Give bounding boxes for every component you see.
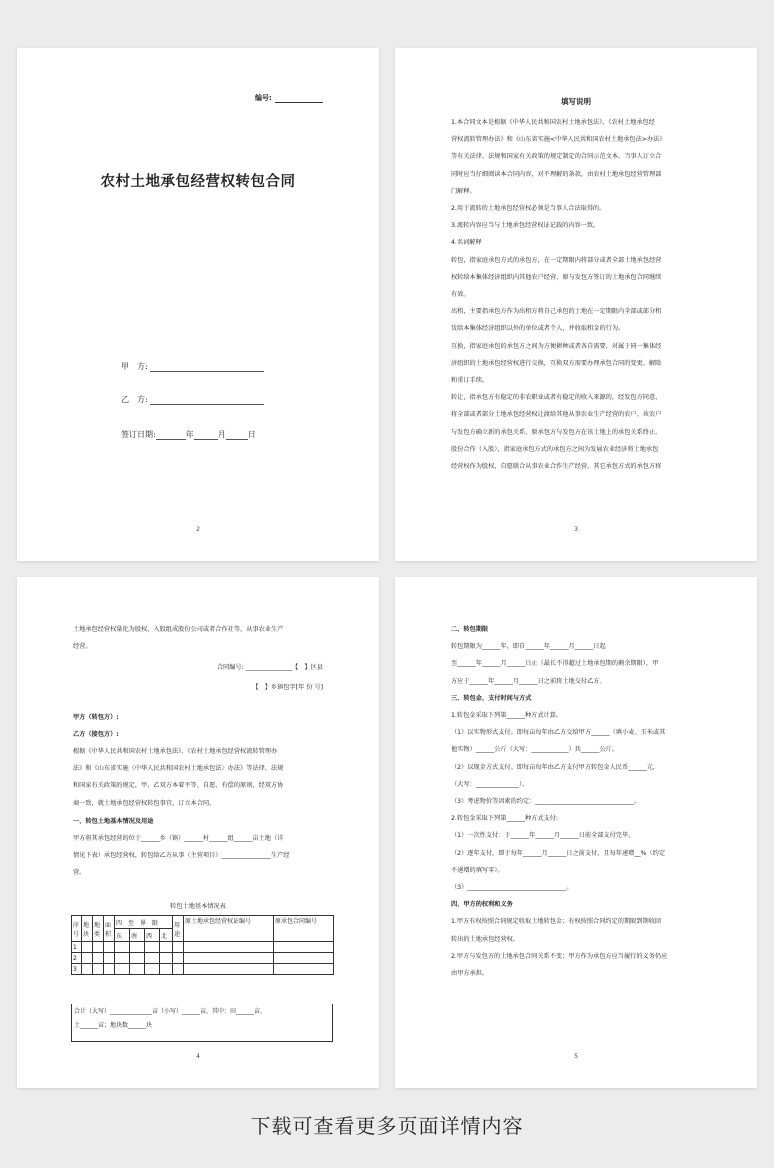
text-line: 出租，主要指承包方作为出租方将自己承包的土地在一定期限内全部或部分租 <box>451 308 662 316</box>
total-line-1: 合计（大写）______________亩（小写）______亩，其中：田______亩， <box>74 1008 267 1015</box>
party-a-line: 甲方（转包方）: <box>73 714 119 721</box>
text-line: （3）考虑物价等因素的约定：________________________________。 <box>451 798 641 806</box>
col-south: 南 <box>130 929 145 942</box>
page-number: 5 <box>574 1053 578 1060</box>
row-number: 3 <box>72 964 82 975</box>
township-number-line: 【 】乡镇包字[年 份 号] <box>252 684 323 691</box>
party-b-label: 乙 方: <box>121 395 148 404</box>
instructions-heading: 填写说明 <box>561 97 591 106</box>
col-plot: 地块 <box>82 916 93 942</box>
text-line: 赁给本集体经济组织以外的单位或者个人，并收取租金的行为。 <box>451 325 625 333</box>
text-line: 土地承包经营权量化为股权，入股组成股份公司或者合作社等，从事农业生产 <box>73 626 284 633</box>
contract-number-field <box>255 93 323 103</box>
land-info-table <box>71 915 334 975</box>
text-line: 至______年______月______日止（最长不得超过土地承包期的剩余期限），甲 <box>451 660 659 668</box>
section-1-text <box>73 830 325 882</box>
text-line: 根据《中华人民共和国农村土地承包法》、《农村土地承包经营权流转管理办 <box>73 748 278 755</box>
text-line: 由甲方承担。 <box>451 970 489 978</box>
text-line: （1）以实物形式支付。即每亩每年由乙方交给甲方______（填小麦、玉米或其 <box>451 729 666 737</box>
page-number: 2 <box>196 526 200 533</box>
page5-body <box>451 621 703 982</box>
download-more-notice[interactable]: 下载可查看更多页面详情内容 <box>250 1114 524 1138</box>
text-line: 营权流转管理办法》和《山东省实施<中华人民共和国农村土地承包法>办法》 <box>451 136 666 144</box>
text-line: 转出的土地承包经营权。 <box>451 935 520 943</box>
text-line: 1.转包金采取下列第______种方式计算。 <box>451 712 563 720</box>
text-line: 济组织的土地承包经营权进行交换，互换双方需要办理承包合同的变更、解除 <box>451 359 662 367</box>
text-line: 门解释。 <box>451 187 476 195</box>
day-blank <box>226 431 248 440</box>
text-line: 等有关法律、法规和国家有关政策的规定制定的合同示范文本。当事人订立合 <box>451 153 662 161</box>
text-line: 2.转包金采取下列第______种方式支付: <box>451 815 558 823</box>
text-line: 1.甲方有权按照合同规定收取土地转包金；有权按照合同约定的期限到期收回 <box>451 918 662 926</box>
col-usage: 用途 <box>173 916 184 942</box>
document-page-5 <box>395 577 757 1088</box>
table-total-row <box>71 1004 333 1042</box>
text-line: 方应于______年______月______日之前将土地交付乙方。 <box>451 677 606 685</box>
col-west: 西 <box>145 929 160 942</box>
text-line: 2.甲方与发包方的土地承包合同关系不变；甲方作为承包方应当履行的义务仍应 <box>451 952 668 960</box>
row-number: 1 <box>72 942 82 953</box>
text-line: 情见下表）承包经营权，转包给乙方从事（主营项目）________________生产经 <box>73 852 290 860</box>
contract-title: 农村土地承包经营权转包合同 <box>100 174 296 190</box>
text-line: 和重订手续。 <box>451 377 489 385</box>
sign-date-field <box>121 429 256 440</box>
text-line: 法》和《山东省实施〈中华人民共和国农村土地承包法〉办法》等法律、法规 <box>73 765 284 773</box>
text-line: 权转给本集体经济组织内其他农户经营，原与发包方签订的土地承包合同继续 <box>451 273 662 281</box>
text-line: 转让，指承包方有稳定的非农职业或者有稳定的收入来源的，经发包方同意， <box>451 394 662 402</box>
party-b-field <box>121 394 264 405</box>
text-line: 股份合作（入股），指家庭承包方式的承包方之间为发展农业经济将土地承包 <box>451 445 659 453</box>
document-page-3 <box>395 48 757 561</box>
text-line: 3.流转内容应当与土地承包经营权证记载的内容一致。 <box>451 222 600 230</box>
col-north: 北 <box>160 929 173 942</box>
total-line-2: 土______亩；地块数______块 <box>74 1022 153 1029</box>
text-line: （大写：______________）。 <box>451 780 529 788</box>
text-line: （3）________________________________。 <box>451 884 573 892</box>
table-title: 转包土地基本情况表 <box>170 903 226 910</box>
party-b-line: 乙方（接包方）: <box>73 731 119 738</box>
text-line: 三、转包金、支付时间与方式 <box>451 694 532 702</box>
text-line: 和国家有关政策的规定，甲、乙双方本着平等、自愿、有偿的原则，经双方协 <box>73 782 284 790</box>
month-blank <box>194 431 218 440</box>
text-line: 甲方将其承包经营的位于______乡（镇）______村______组______亩土地（详 <box>73 835 284 842</box>
text-line: 二、转包期限 <box>451 626 489 633</box>
year-blank <box>156 431 186 440</box>
col-east: 东 <box>115 929 130 942</box>
party-a-label: 甲 方: <box>121 362 148 371</box>
document-page-2 <box>17 48 379 561</box>
col-type: 地类 <box>93 916 104 942</box>
col-area: 面积 <box>104 916 115 942</box>
text-line: 不递增的填写零）。 <box>451 866 504 874</box>
text-line: 商一致，就土地承包经营权转包事宜，订立本合同。 <box>73 799 216 807</box>
text-line: （1）一次性支付：于______年______月______日前全部支付完毕。 <box>451 832 635 840</box>
day-label: 日 <box>247 430 256 439</box>
document-page-4 <box>17 577 379 1088</box>
contract-number-line: 合同编号: _______________【 】区县 <box>216 664 323 671</box>
col-contract: 原承包合同编号 <box>274 916 334 942</box>
text-line: （2）逐年支付，即于每年______月______日之前支付，且每年递增__%（约定 <box>451 849 666 857</box>
table-row <box>72 953 334 964</box>
row-number: 2 <box>72 953 82 964</box>
text-line: 2.用于流转的土地承包经营权必须是当事人合法取得的。 <box>451 205 606 213</box>
year-label: 年 <box>185 430 194 439</box>
text-line: 营。 <box>73 869 86 877</box>
text-line: 经营。 <box>73 643 92 651</box>
col-cert: 原土地承包经营权证编号 <box>184 916 274 942</box>
section-1-heading: 一、转包土地基本情况及用途 <box>73 818 154 825</box>
col-seq: 序号 <box>72 916 82 942</box>
text-line: 同时应当仔细阅读本合同内容，对不理解的条款，由农村土地承包经营管理部 <box>451 170 662 178</box>
contract-number-label: 编号: <box>255 94 272 102</box>
contract-number-blank <box>275 95 323 103</box>
text-line: 四、甲方的权利和义务 <box>451 901 513 909</box>
col-bounds: 四 至 界 限 <box>115 916 173 929</box>
text-line: （2）以现金方式支付。即每亩每年由乙方支付甲方转包金人民币______元， <box>451 763 660 771</box>
text-line: 经营权作为股权，自愿联合从事农业合作生产经营。其它承包方式的承包方将 <box>451 463 662 471</box>
text-line: 4.名词解释 <box>451 239 482 247</box>
text-line: 有效。 <box>451 291 470 299</box>
text-line: 转包，指家庭承包方式的承包方，在一定期限内将部分或者全部土地承包经营 <box>451 256 662 264</box>
month-label: 月 <box>217 430 226 439</box>
text-line: 1.本合同文本是根据《中华人民共和国农村土地承包法》、《农村土地承包经 <box>451 119 655 126</box>
page4-top-text <box>73 621 325 655</box>
table-row <box>72 964 334 975</box>
sign-date-label: 签订日期: <box>121 430 156 439</box>
page-number: 3 <box>574 526 578 533</box>
contract-preamble <box>73 743 325 812</box>
instructions-body <box>451 114 703 475</box>
text-line: 他实物）______公斤（大写：____________）共______公斤。 <box>451 746 619 754</box>
table-row <box>72 942 334 953</box>
party-a-blank <box>150 363 264 372</box>
party-b-blank <box>150 396 264 405</box>
text-line: 将全部或者部分土地承包经营权让渡给其他从事农业生产经营的农户。该农户 <box>451 411 662 419</box>
page-number: 4 <box>196 1053 200 1060</box>
text-line: 与发包方确立新的承包关系，原承包方与发包方在该土地上的承包关系终止。 <box>451 428 662 436</box>
text-line: 转包期限为______年，即自______年______月______日起 <box>451 643 606 651</box>
text-line: 互换，指家庭承包的承包方之间为方便耕种或者各自需要，对属于同一集体经 <box>451 342 662 350</box>
party-a-field <box>121 361 264 372</box>
